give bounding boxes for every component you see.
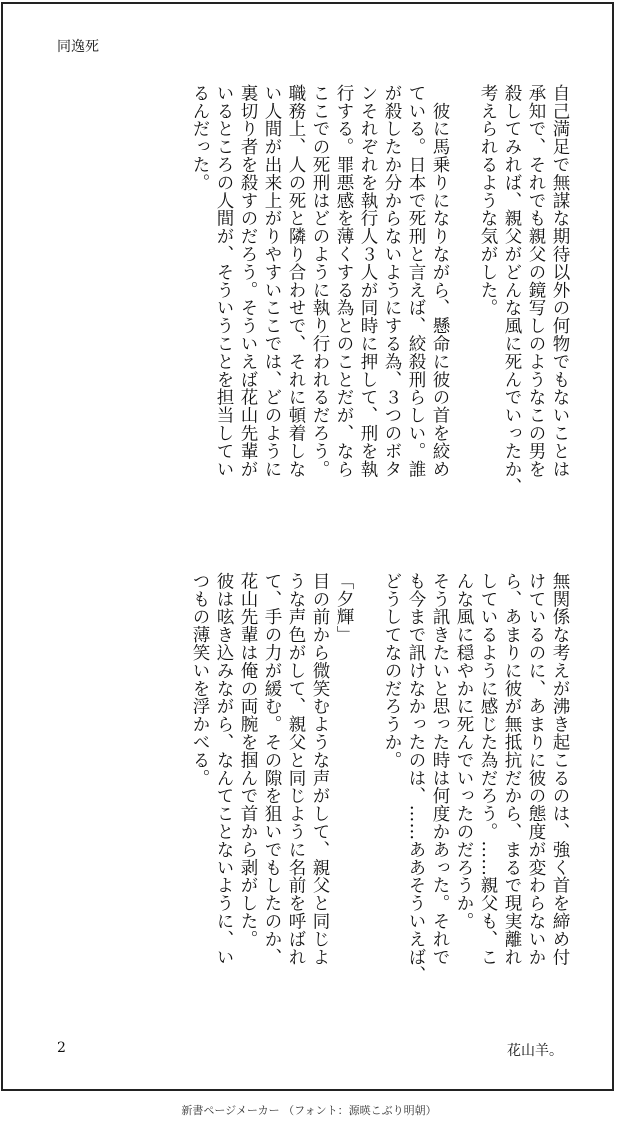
text-line bbox=[356, 572, 380, 1012]
text-line: 目の前から微笑むような声がして、親父と同じよ bbox=[310, 572, 330, 966]
text-line: 行する。罪悪感を薄くする為とのことだが、なら bbox=[334, 84, 354, 478]
page-number: 2 bbox=[57, 1040, 66, 1056]
text-line: も今まで訊けなかったのは、……ああそういえば、 bbox=[406, 572, 426, 984]
lower-text-block bbox=[188, 572, 572, 1012]
text-line: しているように感じた為だろう。……親父も、こ bbox=[478, 572, 498, 966]
text-line: 承知で、それでも親父の鏡写しのようなこの男を bbox=[526, 84, 546, 478]
text-line: 自己満足で無謀な期待以外の何物でもないことは bbox=[550, 84, 570, 478]
upper-text-block bbox=[188, 84, 572, 524]
footer-caption: 新書ページメーカー （フォント：源暎こぶり明朝） bbox=[181, 1104, 437, 1117]
text-line: い人間が出来上がりやすいここでは、どのように bbox=[262, 84, 282, 478]
text-line: て、手の力が緩む。その隙を狙いでもしたのか、 bbox=[262, 572, 282, 966]
text-line: が殺したか分からないようにする為、３つのボタ bbox=[382, 84, 402, 478]
text-line: 彼は呟き込みながら、なんてことないように、い bbox=[214, 572, 234, 966]
text-line: いるところの人間が、そういうことを担当してい bbox=[214, 84, 234, 478]
text-line: どうしてなのだろうか。 bbox=[382, 572, 402, 769]
chapter-title: 同逸死 bbox=[57, 39, 99, 55]
text-line: 考えられるような気がした。 bbox=[478, 84, 498, 317]
text-line: そう訊きたいと思った時は何度かあった。それで bbox=[430, 572, 450, 966]
text-line: 彼に馬乗りになりながら、懸命に彼の首を絞め bbox=[430, 84, 450, 478]
text-line: ている。日本で死刑と言えば、絞殺刑らしい。誰 bbox=[406, 84, 426, 478]
text-line: 職務上、人の死と隣り合わせで、それに頓着しな bbox=[286, 84, 306, 478]
text-line: 「夕輝」 bbox=[334, 572, 354, 644]
text-line: 裏切り者を殺すのだろう。そういえば花山先輩が bbox=[238, 84, 258, 478]
text-line: 殺してみれば、親父がどんな風に死んでいったか、 bbox=[502, 84, 522, 496]
text-line: つもの薄笑いを浮かべる。 bbox=[190, 572, 210, 787]
text-line: 無関係な考えが沸き起こるのは、強く首を締め付 bbox=[550, 572, 570, 966]
text-line: 花山先輩は俺の両腕を掴んで首から剥がした。 bbox=[238, 572, 258, 948]
text-line bbox=[452, 84, 476, 524]
text-line: けているのに、あまりに彼の態度が変わらないか bbox=[526, 572, 546, 966]
text-line: うな声色がして、親父と同じように名前を呼ばれ bbox=[286, 572, 306, 966]
text-line: ここでの死刑はどのように執り行われるだろう。 bbox=[310, 84, 330, 478]
text-line: るんだった。 bbox=[190, 84, 210, 192]
text-line: んな風に穏やかに死んでいったのだろうか。 bbox=[454, 572, 474, 930]
text-line: ら、あまりに彼が無抵抗だから、まるで現実離れ bbox=[502, 572, 522, 966]
text-line: ンそれぞれを執行人３人が同時に押して、刑を執 bbox=[358, 84, 378, 478]
author-name: 花山羊。 bbox=[507, 1043, 563, 1059]
